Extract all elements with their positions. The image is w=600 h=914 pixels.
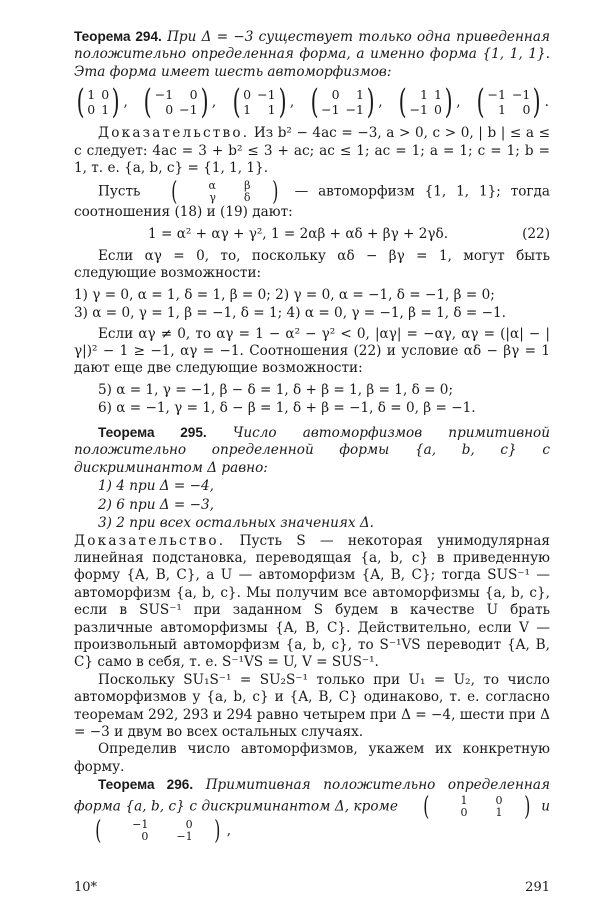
matrix-4: ( 0 1 −1 −1 ) , <box>310 82 383 123</box>
signature-mark: 10* <box>74 880 98 895</box>
theorem-statement: Примитивная положительно определенная форма {a, b, c} с дискриминантом Δ, кроме <box>74 777 550 815</box>
proof-label: Доказательство. <box>74 532 226 549</box>
proof-label: Доказательство. <box>98 125 250 142</box>
list-item: 1) 4 при Δ = −4, <box>98 478 214 495</box>
matrix-3: ( 0 −1 1 1 ) , <box>232 82 295 123</box>
equation-22 <box>74 224 550 244</box>
since-paragraph: Поскольку SU₁S⁻¹ = SU₂S⁻¹ только при U₁ = U₂, то число автоморфизмов у {a, b, c} и {A, B, C} одинаково, т. е. согласно теоремам 292, 293 и 294 равно четырем при Δ = −4, шести при Δ = −3 и двум во всех остальных случаях. <box>74 671 550 741</box>
case-two-list <box>74 381 550 418</box>
matrix-2: ( −1 0 0 −1 ) , <box>144 82 217 123</box>
equation-formula: 1 = α² + αγ + γ², 1 = 2αβ + αδ + βγ + 2γδ. <box>148 225 449 242</box>
theorem-296: Теорема 296. Примитивная положительно определенная форма {a, b, c} с дискриминантом Δ, кроме ( 1 0 0 1 ) и ( −1 0 0 −1 ) , <box>74 777 550 846</box>
theorem-294 <box>74 28 550 81</box>
list-item: 2) 6 при Δ = −3, <box>98 496 214 513</box>
proof-294 <box>74 125 550 177</box>
equation-number: (22) <box>522 225 550 242</box>
theorem-295 <box>74 424 550 477</box>
matrix-5: ( 1 1 −1 0 ) , <box>398 82 461 123</box>
theorem-statement: Число автоморфизмов примитивной положительно определенной формы {a, b, c} с дискриминантом Δ равно: <box>74 424 550 476</box>
page-footer <box>74 880 550 895</box>
case-two-intro: Если αγ ≠ 0, то αγ = 1 − α² − γ² < 0, |αγ| = −αγ, αγ = (|α| − |γ|)² − 1 ≥ −1, αγ = −1. Соотношения (22) и условие αδ − βγ = 1 дают еще две следующие возможности: <box>74 325 550 377</box>
theorem-heading: Теорема 294. <box>74 29 162 44</box>
list-item: 3) 2 при всех остальных значениях Δ. <box>98 515 375 532</box>
proof-text: Пусть S — некоторая унимодулярная линейная подстановка, переводящая {a, b, c} в приведенную форму {A, B, C}, а U — автоморфизм {A, B, C}; тогда SUS⁻¹ — автоморфизм {a, b, c}. Мы получим все автоморфизмы {a, b, c}, если в SUS⁻¹ при заданном S будем в качестве U брать различные автоморфизмы {A, B, C}. Действительно, если V — произвольный автоморфизм {a, b, c}, то S⁻¹VS переводит {A, B, C} само в себя, т. е. S⁻¹VS = U, V = SUS⁻¹. <box>74 532 550 671</box>
proof-text: Из b² − 4ac = −3, a > 0, c > 0, | b | ≤ a ≤ c следует: 4ac = 3 + b² ≤ 3 + ac; ac ≤ 1; ac = 1; a = 1; c = 1; b = 1, т. е. {a, b, c} = {1, 1, 1}. <box>74 125 550 177</box>
case-line: 3) α = 0, γ = 1, β = −1, δ = 1; 4) α = 0, γ = −1, β = 1, δ = −1. <box>74 305 506 322</box>
automorphism-matrices <box>74 82 550 123</box>
negative-identity-matrix: ( −1 0 0 −1 ) <box>95 815 220 846</box>
theorem-statement: При Δ = −3 существует только одна приведенная положительно определенная форма, а именно форма {1, 1, 1}. Эта форма имеет шесть автоморфизмов: <box>74 29 550 80</box>
having-paragraph: Определив число автоморфизмов, укажем их конкретную форму. <box>74 741 550 775</box>
case-one-intro: Если αγ = 0, то, поскольку αδ − βγ = 1, могут быть следующие возможности: <box>74 247 550 282</box>
theorem-295-items <box>74 477 550 533</box>
theorem-heading: Теорема 295. <box>98 424 207 440</box>
case-line: 5) α = 1, γ = −1, β − δ = 1, δ + β = 1, β = 1, δ = 0; <box>98 381 454 398</box>
page-number: 291 <box>525 880 550 895</box>
case-one-list <box>74 286 550 323</box>
alpha-beta-matrix: ( α β γ δ ) <box>171 177 278 208</box>
automorphism-intro: Пусть ( α β γ δ ) — автоморфизм {1, 1, 1}; тогда соотношения (18) и (19) дают: <box>74 177 551 221</box>
page <box>74 28 551 846</box>
case-line: 6) α = −1, γ = 1, δ − β = 1, δ + β = −1, δ = 0, β = −1. <box>98 400 476 417</box>
theorem-heading: Теорема 296. <box>98 777 194 793</box>
matrix-1: ( 1 0 0 1 ) , <box>76 82 128 123</box>
matrix-6: ( −1 −1 1 0 ) . <box>476 82 549 123</box>
case-line: 1) γ = 0, α = 1, δ = 1, β = 0; 2) γ = 0, α = −1, δ = −1, β = 0; <box>74 286 495 303</box>
proof-295 <box>74 533 550 672</box>
identity-matrix: ( 1 0 0 1 ) <box>423 791 530 822</box>
